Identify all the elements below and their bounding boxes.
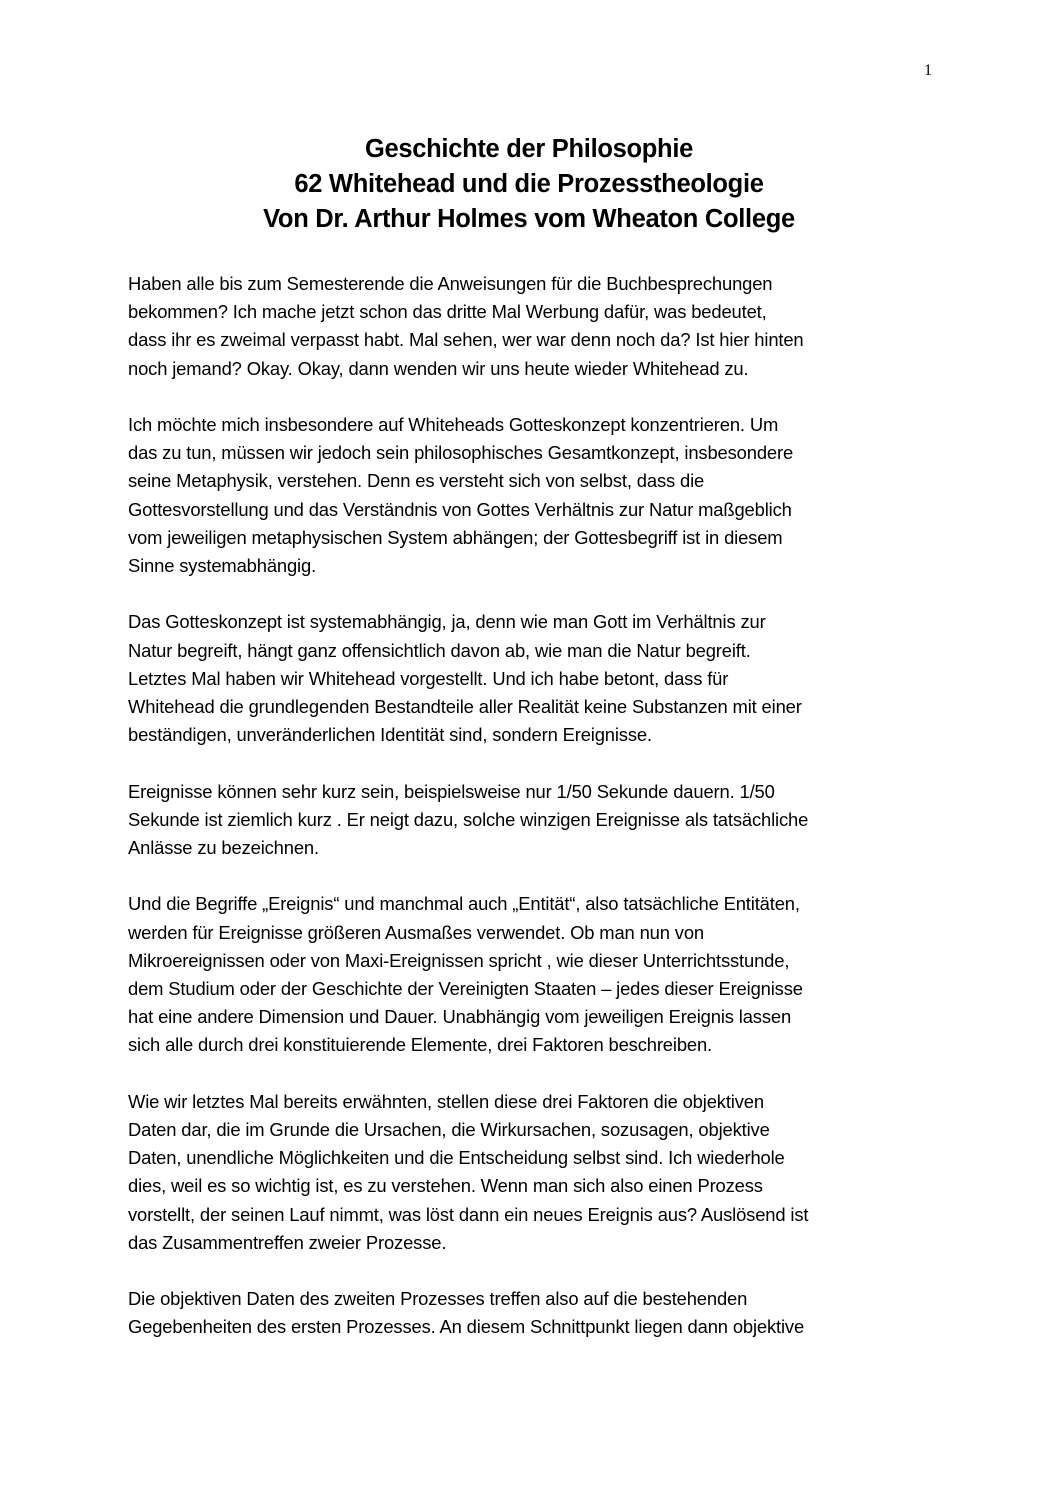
- text-line: hat eine andere Dimension und Dauer. Unabhängig vom jeweiligen Ereignis lassen: [128, 1006, 792, 1028]
- text-line: vom jeweiligen metaphysischen System abhängen; der Gottesbegriff ist in diesem: [128, 526, 783, 548]
- paragraph: [128, 411, 928, 580]
- text-line: dem Studium oder der Geschichte der Vereinigten Staaten – jedes dieser Ereignisse: [128, 978, 803, 1000]
- text-line: Anlässe zu bezeichnen.: [128, 837, 319, 859]
- page-number: 1: [924, 62, 932, 79]
- text-line: Sinne systemabhängig.: [128, 555, 317, 577]
- text-line: Whitehead die grundlegenden Bestandteile aller Realität keine Substanzen mit einer: [128, 696, 802, 718]
- text-line: das Zusammentreffen zweier Prozesse.: [128, 1231, 447, 1253]
- text-line: Die objektiven Daten des zweiten Prozesses treffen also auf die bestehenden: [128, 1288, 748, 1310]
- text-line: Daten dar, die im Grunde die Ursachen, die Wirkursachen, sozusagen, objektive: [128, 1119, 770, 1141]
- text-line: bekommen? Ich mache jetzt schon das dritte Mal Werbung dafür, was bedeutet,: [128, 301, 767, 323]
- title-series: Geschichte der Philosophie: [364, 135, 694, 163]
- text-line: Haben alle bis zum Semesterende die Anweisungen für die Buchbesprechungen: [128, 273, 773, 294]
- text-line: Letztes Mal haben wir Whitehead vorgestellt. Und ich habe betont, dass für: [128, 667, 729, 689]
- text-line: das zu tun, müssen wir jedoch sein philosophisches Gesamtkonzept, insbesondere: [128, 442, 794, 464]
- text-line: Wie wir letztes Mal bereits erwähnten, stellen diese drei Faktoren die objektiven: [128, 1090, 764, 1112]
- text-line: Ich möchte mich insbesondere auf Whiteheads Gotteskonzept konzentrieren. Um: [128, 414, 779, 435]
- text-line: Und die Begriffe „Ereignis“ und manchmal auch „Entität“, also tatsächliche Entitäten,: [128, 893, 800, 915]
- document-body: [128, 270, 928, 1370]
- text-line: Gottesvorstellung und das Verständnis von Gottes Verhältnis zur Natur maßgeblich: [128, 498, 792, 520]
- paragraph: [128, 608, 928, 749]
- text-line: vorstellt, der seinen Lauf nimmt, was löst dann ein neues Ereignis aus? Auslösend ist: [128, 1203, 809, 1225]
- text-line: werden für Ereignisse größeren Ausmaßes verwendet. Ob man nun von: [128, 921, 704, 943]
- text-line: beständigen, unveränderlichen Identität sind, sondern Ereignisse.: [128, 724, 652, 746]
- title-author: Von Dr. Arthur Holmes vom Wheaton College: [263, 205, 795, 233]
- title-lecture: 62 Whitehead und die Prozesstheologie: [294, 170, 764, 198]
- paragraph: [128, 778, 928, 863]
- text-line: sich alle durch drei konstituierende Elemente, drei Faktoren beschreiben.: [128, 1034, 713, 1056]
- paragraph: [128, 1088, 928, 1257]
- paragraph: [128, 270, 928, 383]
- text-line: Mikroereignissen oder von Maxi-Ereignissen spricht , wie dieser Unterrichtsstunde,: [128, 949, 790, 971]
- paragraph: [128, 1285, 928, 1341]
- text-line: Das Gotteskonzept ist systemabhängig, ja, denn wie man Gott im Verhältnis zur: [128, 611, 766, 633]
- document-title: [0, 132, 1058, 237]
- text-line: noch jemand? Okay. Okay, dann wenden wir uns heute wieder Whitehead zu.: [128, 357, 749, 379]
- text-line: dies, weil es so wichtig ist, es zu verstehen. Wenn man sich also einen Prozess: [128, 1175, 763, 1197]
- text-line: dass ihr es zweimal verpasst habt. Mal sehen, wer war denn noch da? Ist hier hinten: [128, 329, 804, 351]
- text-line: Daten, unendliche Möglichkeiten und die Entscheidung selbst sind. Ich wiederhole: [128, 1147, 785, 1169]
- text-line: Sekunde ist ziemlich kurz . Er neigt dazu, solche winzigen Ereignisse als tatsächliche: [128, 808, 809, 830]
- text-line: Gegebenheiten des ersten Prozesses. An diesem Schnittpunkt liegen dann objektive: [128, 1316, 805, 1338]
- text-line: Ereignisse können sehr kurz sein, beispielsweise nur 1/50 Sekunde dauern. 1/50: [128, 780, 775, 802]
- text-line: seine Metaphysik, verstehen. Denn es versteht sich von selbst, dass die: [128, 470, 705, 492]
- text-line: Natur begreift, hängt ganz offensichtlich davon ab, wie man die Natur begreift.: [128, 639, 751, 661]
- paragraph: [128, 890, 928, 1059]
